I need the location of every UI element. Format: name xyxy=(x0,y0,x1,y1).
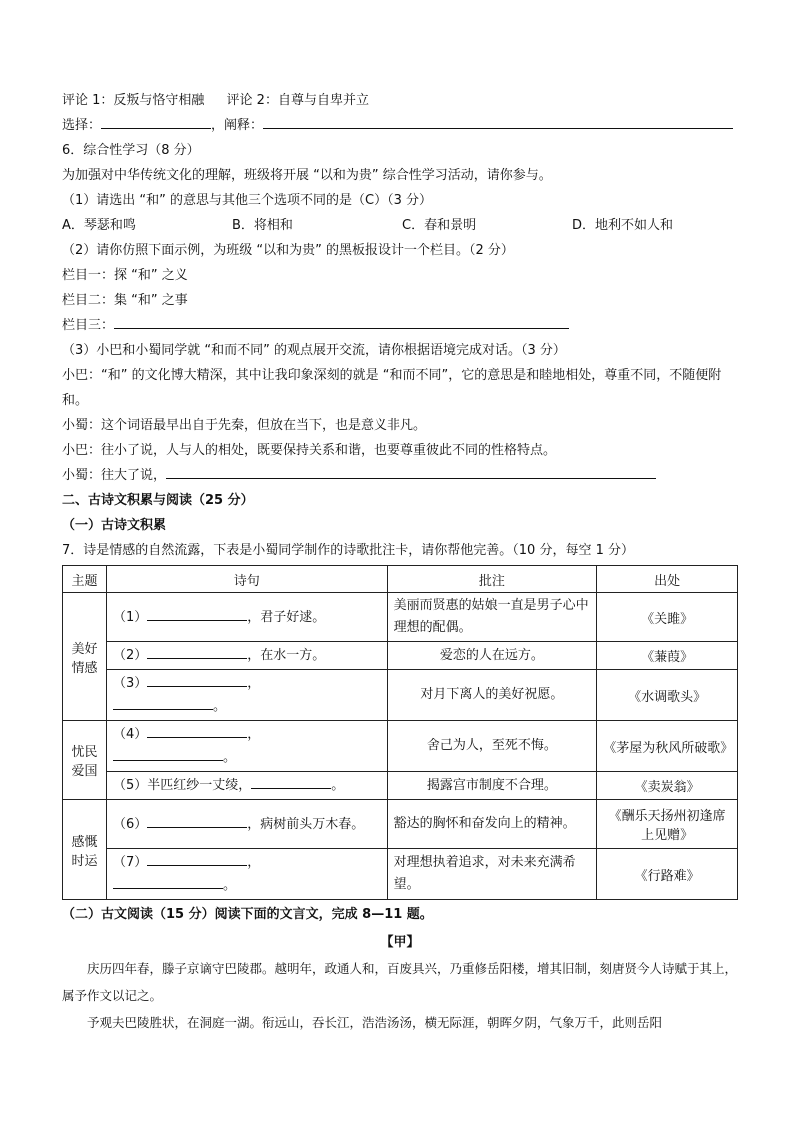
verse-tail: 。 xyxy=(222,750,236,765)
dialog-4-line xyxy=(62,463,738,488)
column-3-line xyxy=(62,313,738,338)
source-cell: 《卖炭翁》 xyxy=(597,772,738,800)
source-cell: 《行路难》 xyxy=(597,849,738,900)
note-cell: 舍己为人，至死不悔。 xyxy=(387,721,597,772)
q6-sub1: （1）请选出 “和” 的意思与其他三个选项不同的是（C）（3 分） xyxy=(62,193,432,208)
option-d[interactable]: D．地利不如人和 xyxy=(572,218,674,233)
verse-cell xyxy=(106,849,387,900)
theme-cell: 忧民爱国 xyxy=(63,721,107,800)
explain-label: ，阐释： xyxy=(211,118,264,133)
header-source: 出处 xyxy=(597,566,738,593)
verse-cell xyxy=(106,721,387,772)
verse-tail: ， xyxy=(247,727,261,742)
dialog-4-blank[interactable] xyxy=(166,464,656,479)
verse-tail: 。 xyxy=(331,778,345,793)
poetry-annotation-table xyxy=(62,565,738,900)
select-blank[interactable] xyxy=(101,114,211,129)
verse-num: （2） xyxy=(112,648,148,663)
dialog-2: 小蜀：这个词语最早出自于先秦，但放在当下，也是意义非凡。 xyxy=(62,418,427,433)
source-cell: 《水调歌头》 xyxy=(597,670,738,721)
q6-sub2: （2）请你仿照下面示例，为班级 “以和为贵” 的黑板报设计一个栏目。（2 分） xyxy=(62,243,514,258)
passage-paragraph-2: 予观夫巴陵胜状，在洞庭一湖。衔远山，吞长江，浩浩汤汤，横无际涯，朝晖夕阴，气象万千，此则岳阳 xyxy=(87,1015,663,1030)
note-cell: 爱恋的人在远方。 xyxy=(387,642,597,670)
source-cell: 《茅屋为秋风所破歌》 xyxy=(597,721,738,772)
choice-line xyxy=(62,113,738,138)
select-label: 选择： xyxy=(62,118,102,133)
section-2-title: 二、古诗文积累与阅读（25 分） xyxy=(62,493,254,508)
explain-blank[interactable] xyxy=(263,114,733,129)
dialog-1: 小巴：“和” 的文化博大精深，其中让我印象深刻的就是 “和而不同”，它的意思是和睦地相处，尊重不同，不随便附和。 xyxy=(62,368,722,408)
table-header-row xyxy=(63,566,738,593)
dialog-3: 小巴：往小了说，人与人的相处，既要保持关系和谐，也要尊重彼此不同的性格特点。 xyxy=(62,443,557,458)
passage-paragraph-1: 庆历四年春，滕子京谪守巴陵郡。越明年，政通人和，百废具兴，乃重修岳阳楼，增其旧制，刻唐贤今人诗赋于其上，属予作文以记之。 xyxy=(62,961,738,1003)
option-c[interactable]: C．春和景明 xyxy=(402,218,477,233)
verse-tail: ， xyxy=(247,855,261,870)
q6-sub3: （3）小巴和小蜀同学就 “和而不同” 的观点展开交流，请你根据语境完成对话。（3 分） xyxy=(62,343,566,358)
verse-cell xyxy=(106,800,387,849)
verse-cell xyxy=(106,593,387,642)
verse-num: （6） xyxy=(112,816,148,832)
q6-options xyxy=(62,213,738,238)
theme-cell: 美好情感 xyxy=(63,593,107,721)
verse-blank[interactable] xyxy=(113,874,223,889)
note-cell: 对月下离人的美好祝愿。 xyxy=(387,670,597,721)
column-2: 栏目二：集 “和” 之事 xyxy=(62,293,188,308)
comment-2: 评论 2：自尊与自卑并立 xyxy=(226,93,369,108)
note-cell: 美丽而贤惠的姑娘一直是男子心中理想的配偶。 xyxy=(387,593,597,642)
table-row xyxy=(63,593,738,642)
table-row xyxy=(63,670,738,721)
verse-blank[interactable] xyxy=(113,746,223,761)
theme-cell: 感慨时运 xyxy=(63,800,107,900)
comments-line xyxy=(62,88,738,113)
dialog-4: 小蜀：往大了说， xyxy=(62,468,167,483)
verse-cell xyxy=(106,772,387,800)
verse-blank[interactable] xyxy=(147,606,247,621)
reading-title: （二）古文阅读（15 分）阅读下面的文言文，完成 8—11 题。 xyxy=(62,907,433,922)
header-theme: 主题 xyxy=(63,566,107,593)
source-cell: 《酬乐天扬州初逢席上见赠》 xyxy=(597,800,738,849)
source-cell: 《蒹葭》 xyxy=(597,642,738,670)
header-note: 批注 xyxy=(387,566,597,593)
exam-page xyxy=(62,88,738,1036)
column-3-blank[interactable] xyxy=(114,314,569,329)
passage-jia-label: 【甲】 xyxy=(380,935,420,950)
q6-title: 6．综合性学习（8 分） xyxy=(62,143,200,158)
q6-intro: 为加强对中华传统文化的理解，班级将开展 “以和为贵” 综合性学习活动，请你参与。 xyxy=(62,168,552,183)
column-1: 栏目一：探 “和” 之义 xyxy=(62,268,188,283)
verse-tail: ，病树前头万木春。 xyxy=(247,816,365,832)
header-verse: 诗句 xyxy=(106,566,387,593)
table-row xyxy=(63,849,738,900)
verse-tail: 。 xyxy=(212,699,226,714)
verse-num: （4） xyxy=(112,727,148,742)
verse-num: （5）半匹红纱一丈绫， xyxy=(112,778,252,793)
comment-1: 评论 1：反叛与恪守相融 xyxy=(62,93,205,108)
table-row xyxy=(63,642,738,670)
verse-num: （1） xyxy=(112,609,148,625)
verse-tail: ， xyxy=(247,676,261,691)
table-row xyxy=(63,772,738,800)
table-row xyxy=(63,800,738,849)
note-cell: 揭露宫市制度不合理。 xyxy=(387,772,597,800)
verse-blank[interactable] xyxy=(147,644,247,659)
verse-num: （3） xyxy=(112,676,148,691)
verse-tail: ，在水一方。 xyxy=(247,648,326,663)
verse-cell xyxy=(106,642,387,670)
verse-blank[interactable] xyxy=(113,695,213,710)
verse-tail: 。 xyxy=(222,878,236,893)
note-cell: 豁达的胸怀和奋发向上的精神。 xyxy=(387,800,597,849)
note-cell: 对理想执着追求，对未来充满希望。 xyxy=(387,849,597,900)
column-3-label: 栏目三： xyxy=(62,318,115,333)
q7-prompt: 7．诗是情感的自然流露，下表是小蜀同学制作的诗歌批注卡，请你帮他完善。（10 分，每空 1 分） xyxy=(62,543,634,558)
source-cell: 《关雎》 xyxy=(597,593,738,642)
section-2-sub1: （一）古诗文积累 xyxy=(62,518,167,533)
table-row xyxy=(63,721,738,772)
verse-blank[interactable] xyxy=(147,813,247,828)
verse-blank[interactable] xyxy=(147,672,247,687)
option-a[interactable]: A．琴瑟和鸣 xyxy=(62,218,136,233)
option-b[interactable]: B．将相和 xyxy=(232,218,293,233)
verse-num: （7） xyxy=(112,855,148,870)
verse-tail: ，君子好逑。 xyxy=(247,609,326,625)
verse-cell xyxy=(106,670,387,721)
verse-blank[interactable] xyxy=(147,723,247,738)
verse-blank[interactable] xyxy=(251,774,331,789)
verse-blank[interactable] xyxy=(147,851,247,866)
